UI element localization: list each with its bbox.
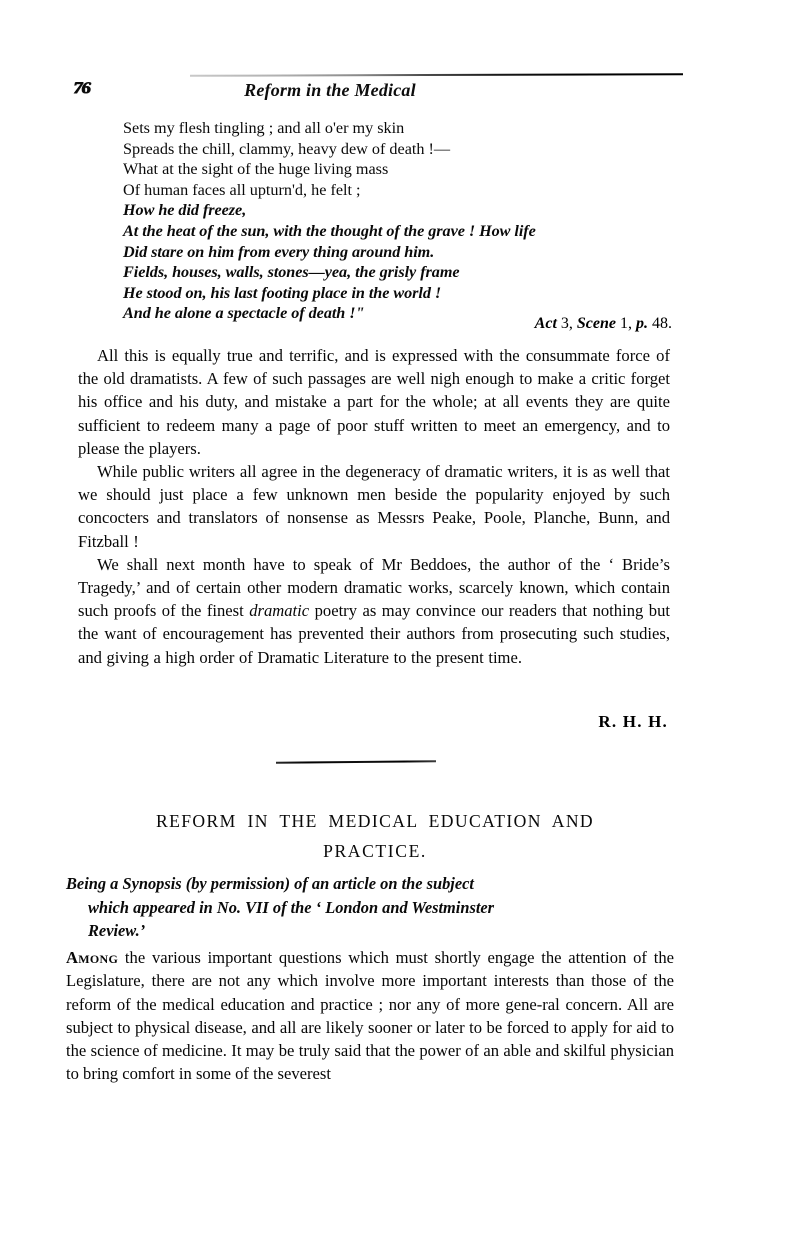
verse-line: What at the sight of the huge living mass [123,160,389,179]
small-caps-opening-word: Among [66,948,119,967]
citation-scene-label: Scene [576,315,616,332]
article-synopsis-note [66,872,672,943]
article-title [78,806,672,866]
article-title-line: PRACTICE. [323,841,427,861]
paragraph: All this is equally true and terrific, and is expressed with the consummate force of the old dramatists. A few of such passages are well nigh enough to make a critic forget his office and his duty, and mistake a part for the whole; at all events they are quite sufficient to redeem many a page of poor stuff written to meet an emergency, and to please the players. [78,346,670,458]
citation-scene-value: 1, [616,315,636,332]
verse-line: How he did freeze, [123,201,247,220]
verse-line: Sets my flesh tingling ; and all o'er my skin [123,119,405,137]
verse-line: And he alone a spectacle of death !" [123,304,365,323]
paragraph [78,553,670,669]
paragraph [66,946,674,1086]
verse-line: Spreads the chill, clammy, heavy dew of death !— [123,139,451,158]
verse-line: Of human faces all upturn'd, he felt ; [123,180,361,199]
verse-line: Did stare on him from every thing around him. [123,242,435,261]
running-head: Reform in the Medical [244,80,416,100]
verse-line: He stood on, his last footing place in the world ! [123,283,442,302]
verse-line: Fields, houses, walls, stones—yea, the grisly frame [123,263,460,282]
synopsis-line: Review.’ [88,921,146,940]
citation-page-label: p. [636,315,648,332]
article-opening-block [66,946,674,1086]
article-title-line: REFORM IN THE MEDICAL EDUCATION AND [155,811,595,831]
emphasized-word: dramatic [249,601,310,621]
body-text-block [78,344,670,669]
synopsis-line: which appeared in No. VII of the ‘ London and Westminster [88,897,495,917]
paragraph-text: We shall next month have to speak of Mr Beddoes, the author of the ‘ Bride’s Tragedy,’ and of certain other modern dramatic works, scarcely known, which contain such proofs of the finest [78,554,670,621]
citation-act-label: Act [534,315,557,332]
verse-source-citation [0,314,672,334]
verse-line: At the heat of the sun, with the thought of the grave ! How life [123,221,536,240]
section-divider-rule [276,760,436,764]
paragraph-text: poetry as may convince our readers that nothing but the want of encouragement has prevented their authors from prosecuting such studies, and giving a high order of Dramatic Literature to the present time. [78,601,670,667]
verse-quotation [123,118,683,324]
citation-page-value: 48. [648,315,672,332]
page-folio-number: 76 [73,78,90,97]
synopsis-line: Being a Synopsis (by permission) of an article on the subject [66,874,474,893]
paragraph-text: the various important questions which must shortly engage the attention of the Legislature, there are not any which involve more important interests than those of the reform of the medical education and practice ; nor any of more gene-ral concern. All are subject to physical disease, and all are likely sooner or later to be forced to apply for aid to the science of medicine. It may be truly said that the power of an able and skilful physician to bring comfort in some of the severest [66,948,674,1084]
author-initials: R. H. H. [598,712,668,731]
header-rule [190,73,683,77]
paragraph: While public writers all agree in the degeneracy of dramatic writers, it is as well that we should just place a few unknown men beside the popularity enjoyed by such concocters and translators of nonsense as Messrs Peake, Poole, Planche, Bunn, and Fitzball ! [78,462,670,551]
citation-act-value: 3, [556,315,577,332]
